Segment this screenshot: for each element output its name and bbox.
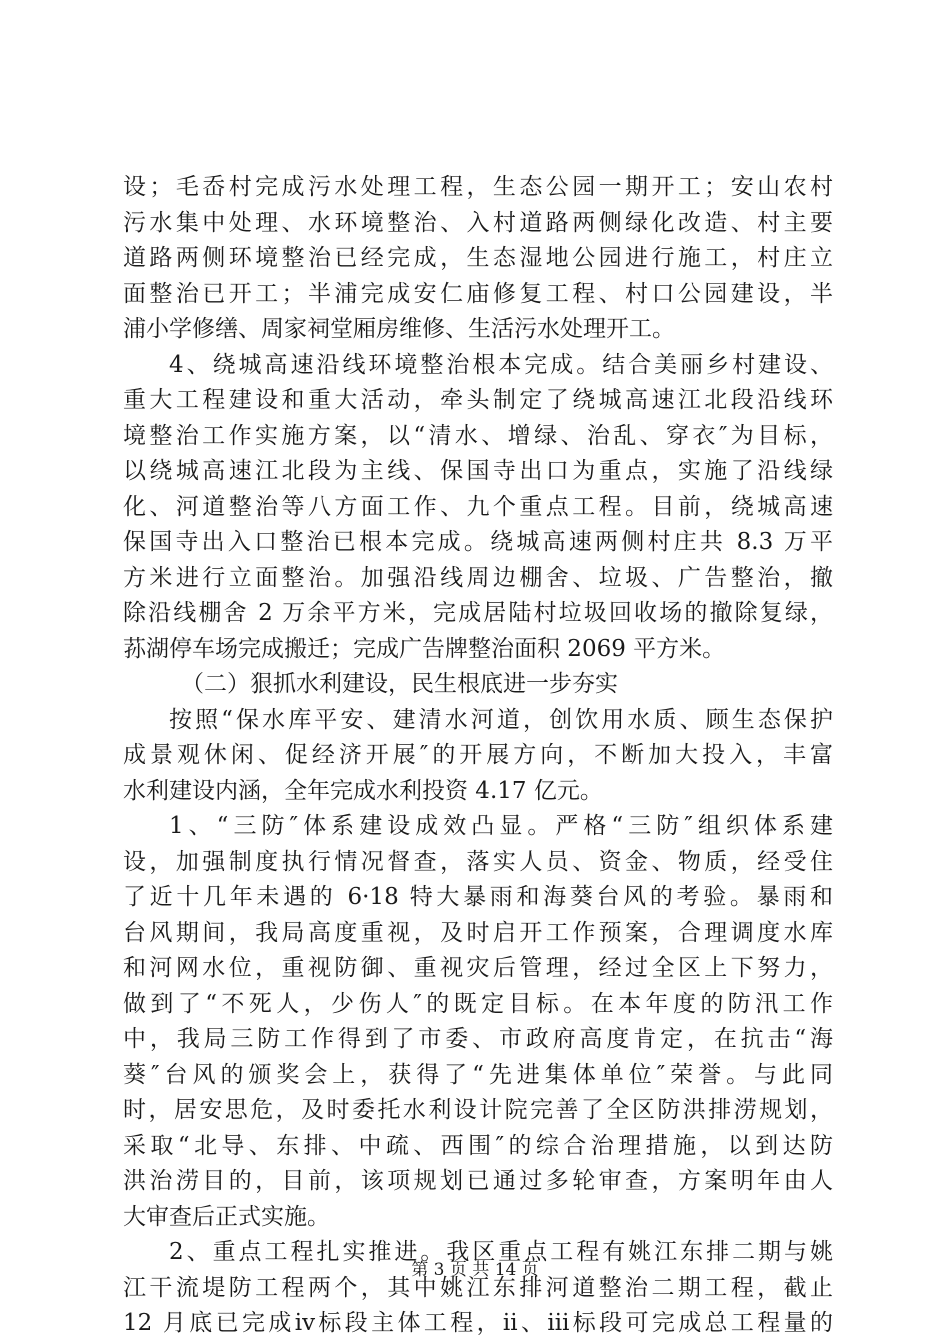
page-footer: 第 3 页 共 14 页 (411, 1260, 539, 1280)
text-line: 水利建设内涵，全年完成水利投资 4.17 亿元。 (123, 777, 603, 804)
text-line: 方米进行立面整治。加强沿线周边棚舍、垃圾、广告整治，撤 (123, 564, 833, 591)
text-line: 保国寺出入口整治已根本完成。绕城高速两侧村庄共 8.3 万平 (123, 529, 833, 555)
text-line: 大审查后正式实施。 (123, 1203, 330, 1230)
text-line: 江干流堤防工程两个，其中姚江东排河道整治二期工程，截止 (123, 1274, 833, 1301)
text-line: 时，居安思危，及时委托水利设计院完善了全区防洪排涝规划， (123, 1097, 833, 1123)
text-line: 1、“三防″体系建设成效凸显。严格“三防″组织体系建 (169, 813, 833, 839)
document-body (123, 170, 833, 1342)
text-line: 设；毛岙村完成污水处理工程，生态公园一期开工；安山农村 (123, 174, 833, 200)
text-line: 浦小学修缮、周家祠堂厢房维修、生活污水处理开工。 (123, 316, 675, 342)
text-line: 了近十几年未遇的 6·18 特大暴雨和海葵台风的考验。暴雨和 (123, 884, 833, 910)
text-line: 按照“保水库平安、建清水河道，创饮用水质、顾生态保护 (169, 706, 833, 733)
text-line: 污水集中处理、水环境整治、入村道路两侧绿化改造、村主要 (123, 209, 833, 236)
text-line: 和河网水位，重视防御、重视灾后管理，经过全区上下努力， (123, 955, 833, 981)
text-line: 化、河道整治等八方面工作、九个重点工程。目前，绕城高速 (123, 493, 833, 520)
text-line: 设，加强制度执行情况督查，落实人员、资金、物质，经受住 (123, 848, 833, 875)
text-line: 采取“北导、东排、中疏、西围″的综合治理措施，以到达防 (123, 1132, 833, 1159)
text-line: 2、重点工程扎实推进。我区重点工程有姚江东排二期与姚 (169, 1239, 833, 1265)
text-line: 重大工程建设和重大活动，牵头制定了绕城高速江北段沿线环 (123, 387, 833, 413)
text-line: 以绕城高速江北段为主线、保国寺出口为重点，实施了沿线绿 (123, 458, 833, 484)
text-line: 4、绕城高速沿线环境整治根本完成。结合美丽乡村建设、 (169, 351, 833, 378)
text-line: 除沿线棚舍 2 万余平方米，完成居陆村垃圾回收场的撤除复绿， (123, 600, 833, 626)
text-line: 道路两侧环境整治已经完成，生态湿地公园进行施工，村庄立 (123, 245, 833, 271)
text-line: 葵″台风的颁奖会上，获得了“先进集体单位″荣誉。与此同 (123, 1061, 833, 1088)
text-line: 洪治涝目的，目前，该项规划已通过多轮审查，方案明年由人 (123, 1168, 833, 1194)
text-line: 做到了“不死人，少伤人″的既定目标。在本年度的防汛工作 (123, 990, 833, 1017)
text-line: 荪湖停车场完成搬迁；完成广告牌整治面积 2069 平方米。 (123, 635, 726, 662)
text-line: 中，我局三防工作得到了市委、市政府高度肯定，在抗击“海 (123, 1026, 833, 1052)
text-line: 12 月底已完成ⅳ标段主体工程，ⅱ、ⅲ标段可完成总工程量的 (123, 1310, 833, 1336)
text-line: 成景观休闲、促经济开展″的开展方向，不断加大投入，丰富 (123, 742, 833, 768)
text-line: 境整治工作实施方案，以“清水、增绿、治乱、穿衣″为目标， (123, 422, 833, 449)
section-heading: （二）狠抓水利建设，民生根底进一步夯实 (181, 671, 618, 697)
text-line: 面整治已开工；半浦完成安仁庙修复工程、村口公园建设，半 (123, 280, 833, 307)
text-line: 台风期间，我局高度重视，及时启开工作预案，合理调度水库 (123, 919, 833, 946)
